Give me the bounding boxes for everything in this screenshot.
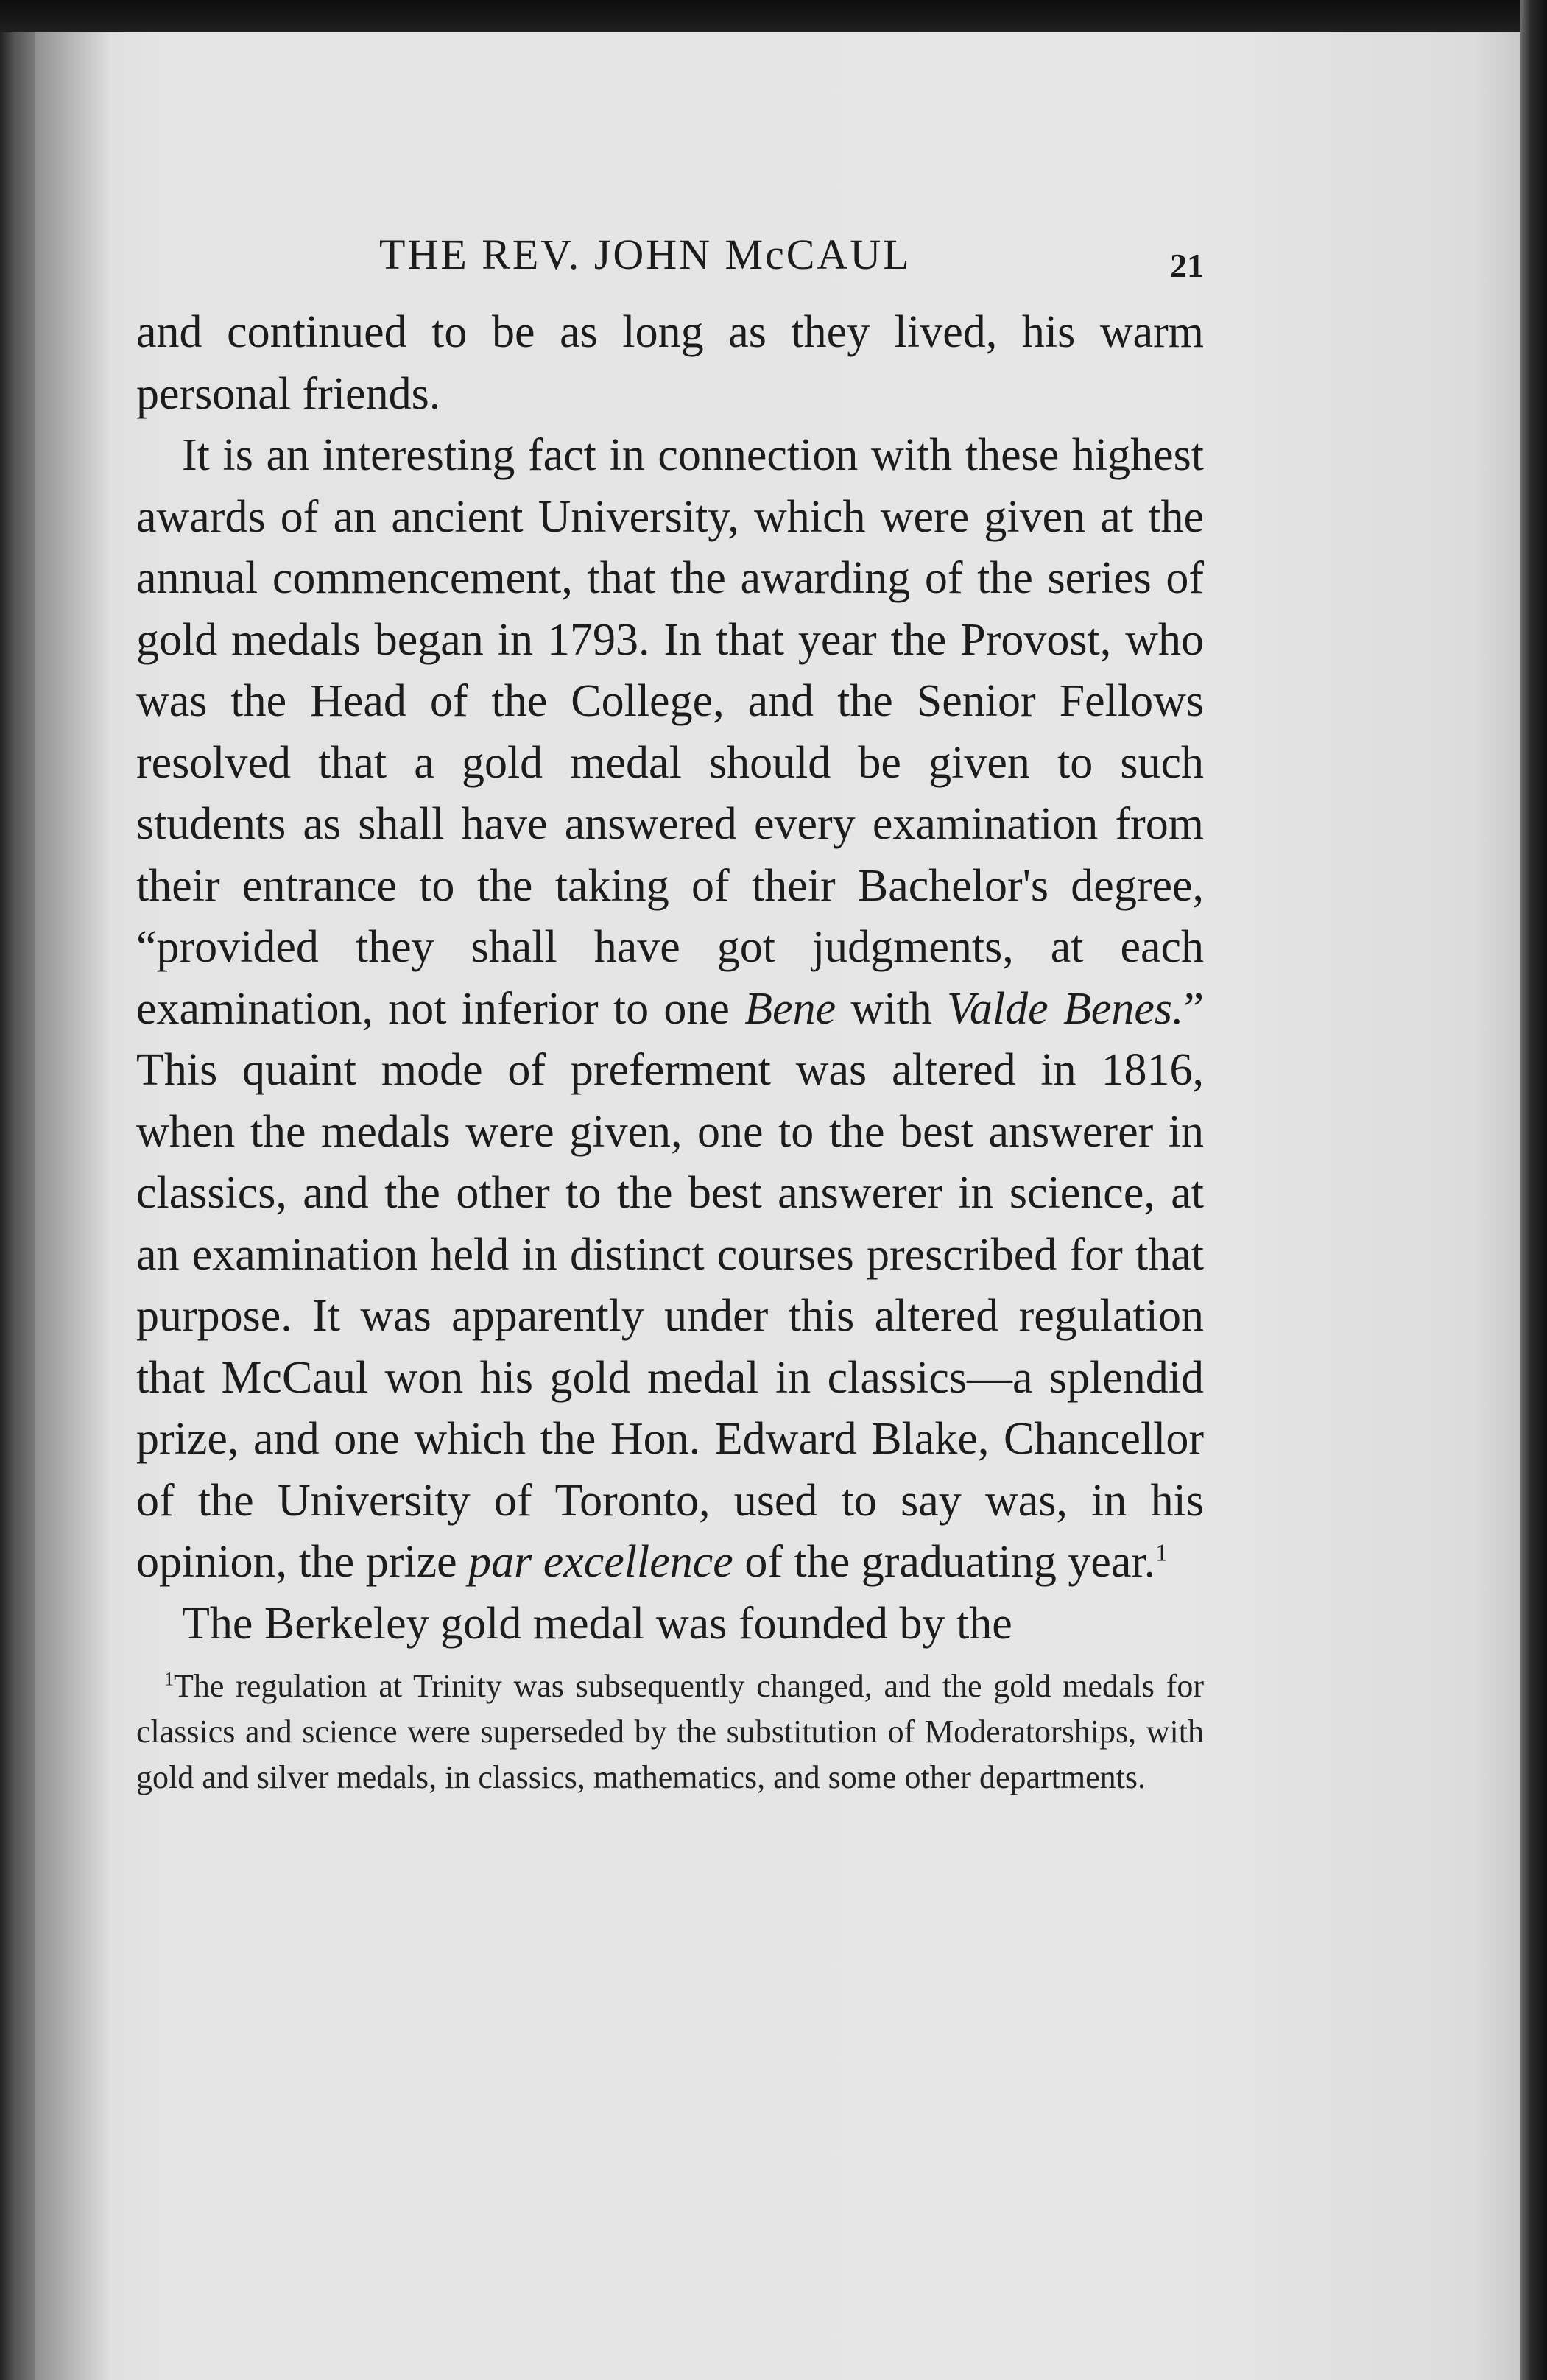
running-head [136, 221, 1204, 302]
page-number: 21 [1170, 247, 1204, 284]
page-right-edge [1520, 0, 1547, 2380]
binding-edge [0, 32, 35, 2380]
footnote-mark: 1 [164, 1668, 174, 1690]
italic-term: Valde Benes. [946, 983, 1184, 1034]
body-text [136, 302, 1204, 1655]
paragraph-gold-medals [136, 425, 1204, 1594]
italic-term: par excellence [468, 1537, 733, 1587]
footnote-body: The regulation at Trinity was subsequently changed, and the gold medals for classics and science were superseded by the substitution of Moderatorships, with gold and silver medals, in classics, mathematics, and some other departments. [136, 1668, 1204, 1795]
paragraph-continuation: and continued to be as long as they lived, his warm personal friends. [136, 307, 1204, 419]
paragraph-text: It is an interesting fact in connection with these highest awards of an ancient University, which were given at the annual commencement, that the awarding of the series of gold medals began in 1793. In that year the Provost, who was the Head of the College, and the Senior Fellows resolved that a gold medal should be given to such students as shall have answered every examination from their entrance to the taking of their Bachelor's degree, “provided they shall have got judgments, at each examination, not inferior to one [136, 430, 1204, 1034]
italic-term: Bene [744, 983, 836, 1034]
paragraph-berkeley: The Berkeley gold medal was founded by the [182, 1598, 1012, 1649]
text-block [136, 221, 1204, 1800]
running-head-title: THE REV. JOHN McCAUL [379, 230, 912, 278]
paragraph-text: of the graduating year. [733, 1537, 1156, 1587]
paragraph-text: ” This quaint mode of preferment was altered in 1816, when the medals were given, one to the best answerer in classics, and the other to the best answerer in science, at an examination held in distinct courses prescribed for that purpose. It was apparently under this altered regulation that McCaul won his gold medal in classics—a splendid prize, and one which the Hon. Edward Blake, Chancellor of the University of Toronto, used to say was, in his opinion, the prize [136, 983, 1205, 1587]
footnotes [136, 1663, 1204, 1800]
paragraph-text: with [836, 983, 947, 1034]
footnote-reference: 1 [1155, 1539, 1169, 1567]
footnote [136, 1663, 1204, 1800]
